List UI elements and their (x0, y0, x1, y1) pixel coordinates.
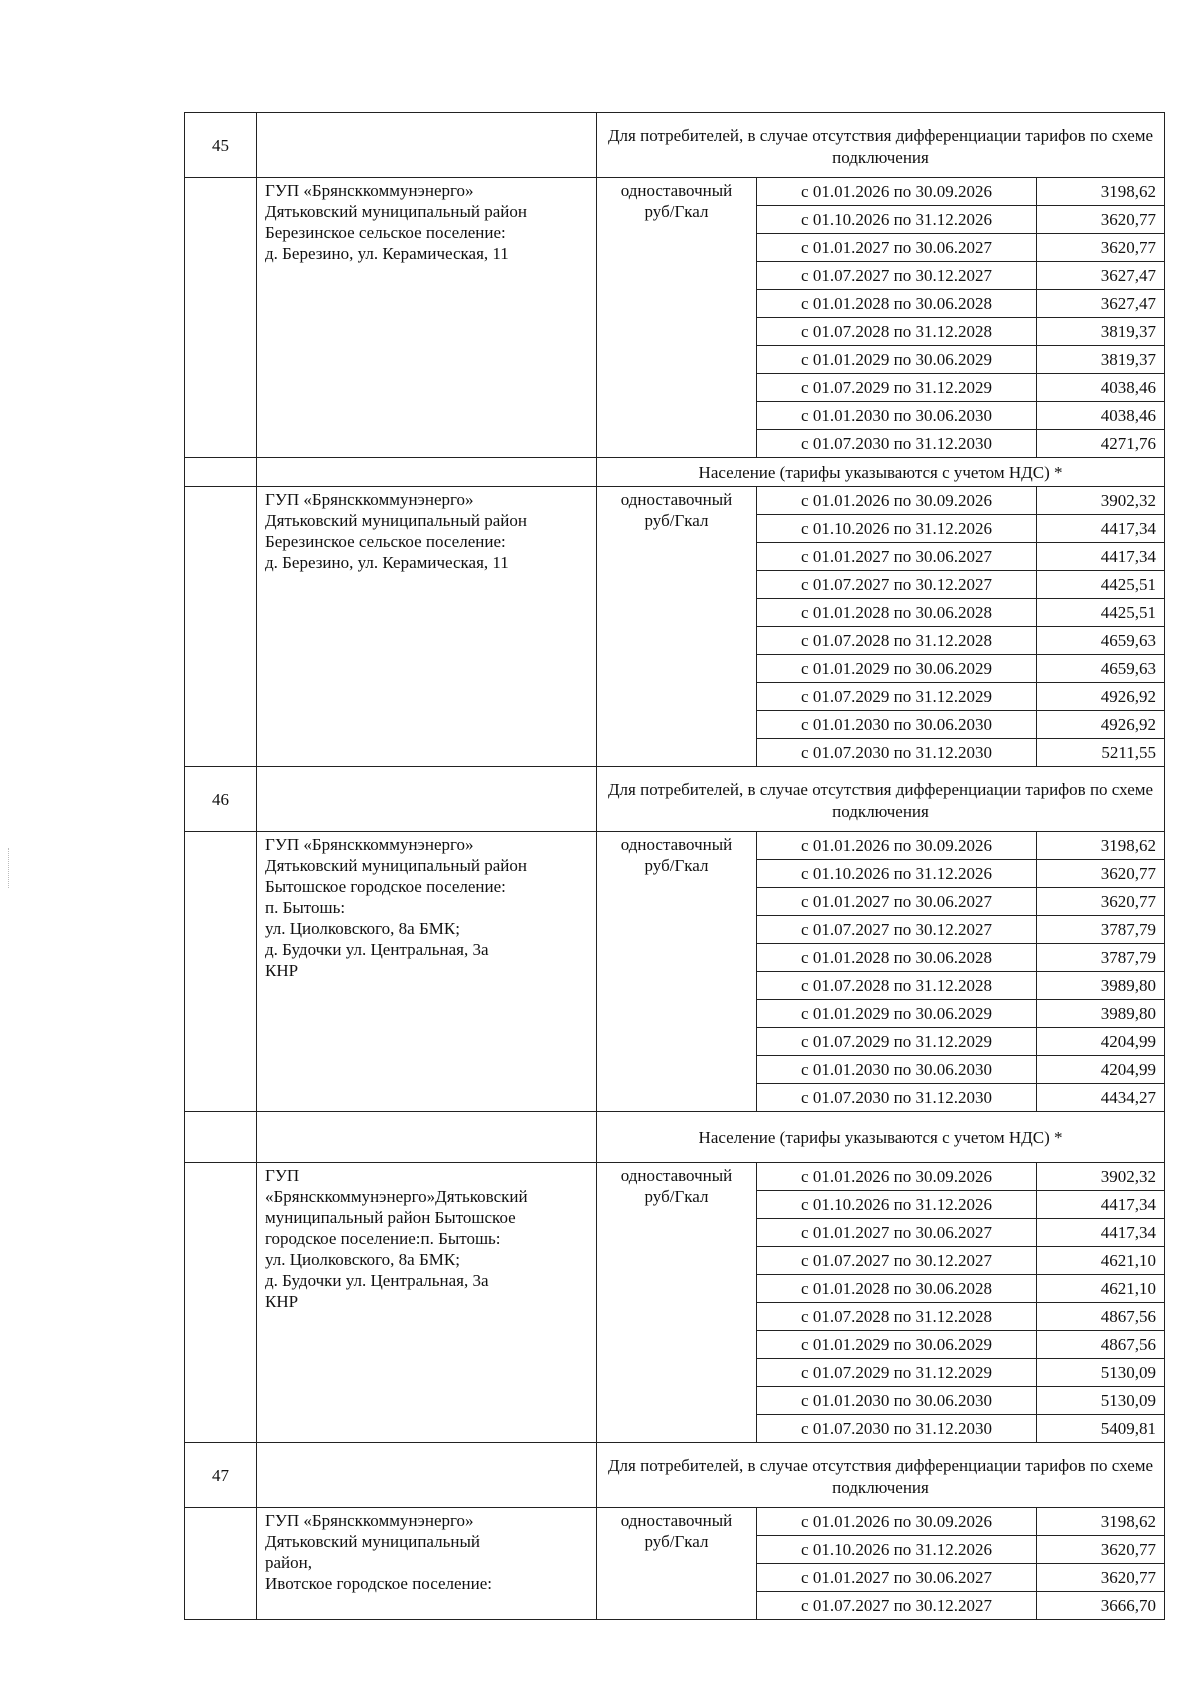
tariff-type-line: руб/Гкал (644, 856, 709, 875)
empty-cell (185, 1112, 257, 1163)
period-cell: с 01.01.2030 по 30.06.2030 (757, 1387, 1037, 1415)
organization-line: ул. Циолковского, 8а БМК; (265, 1250, 460, 1269)
block-header-row (185, 1443, 1165, 1508)
tariff-row (185, 832, 1165, 860)
period-cell: с 01.01.2030 по 30.06.2030 (757, 711, 1037, 739)
block-header-row (185, 113, 1165, 178)
row-number: 47 (185, 1443, 257, 1508)
organization-line: городское поселение:п. Бытошь: (265, 1229, 501, 1248)
empty-cell (257, 113, 597, 178)
tariff-type-line: одноставочный (620, 490, 733, 509)
tariff-value-cell: 4659,63 (1037, 655, 1165, 683)
organization-line: Дятьковский муниципальный (265, 1532, 480, 1551)
tariff-value-cell: 4867,56 (1037, 1331, 1165, 1359)
margin-mark (8, 848, 13, 888)
row-number: 45 (185, 113, 257, 178)
organization-line: Дятьковский муниципальный район (265, 511, 527, 530)
organization-line: ГУП «Брянсккоммунэнерго» (265, 490, 474, 509)
organization-line: КНР (265, 961, 299, 980)
population-header-row (185, 458, 1165, 487)
tariff-value-cell: 4038,46 (1037, 374, 1165, 402)
period-cell: с 01.01.2028 по 30.06.2028 (757, 599, 1037, 627)
block-header-row (185, 767, 1165, 832)
tariff-value-cell: 5130,09 (1037, 1387, 1165, 1415)
empty-cell (257, 1112, 597, 1163)
tariff-value-cell: 4417,34 (1037, 1219, 1165, 1247)
tariff-value-cell: 3666,70 (1037, 1592, 1165, 1620)
organization-cell (257, 1163, 597, 1443)
tariff-value-cell: 3819,37 (1037, 318, 1165, 346)
tariff-type-line: одноставочный (620, 835, 733, 854)
tariff-value-cell: 4867,56 (1037, 1303, 1165, 1331)
empty-cell (257, 458, 597, 487)
tariff-value-cell: 4271,76 (1037, 430, 1165, 458)
organization-line: ГУП «Брянсккоммунэнерго» (265, 181, 474, 200)
period-cell: с 01.07.2029 по 31.12.2029 (757, 683, 1037, 711)
period-cell: с 01.07.2027 по 30.12.2027 (757, 916, 1037, 944)
tariff-value-cell: 3198,62 (1037, 1508, 1165, 1536)
row-number: 46 (185, 767, 257, 832)
tariff-value-cell: 4659,63 (1037, 627, 1165, 655)
tariff-value-cell: 3198,62 (1037, 178, 1165, 206)
tariff-value-cell: 4926,92 (1037, 683, 1165, 711)
tariff-value-cell: 3787,79 (1037, 944, 1165, 972)
period-cell: с 01.07.2030 по 31.12.2030 (757, 739, 1037, 767)
empty-cell (257, 767, 597, 832)
tariff-table (184, 112, 1165, 1620)
period-cell: с 01.01.2030 по 30.06.2030 (757, 402, 1037, 430)
tariff-value-cell: 4425,51 (1037, 599, 1165, 627)
period-cell: с 01.01.2026 по 30.09.2026 (757, 1508, 1037, 1536)
period-cell: с 01.07.2028 по 31.12.2028 (757, 972, 1037, 1000)
period-cell: с 01.07.2029 по 31.12.2029 (757, 374, 1037, 402)
organization-line: Бытошское городское поселение: (265, 877, 506, 896)
tariff-type-cell (597, 1163, 757, 1443)
consumer-category-header: Для потребителей, в случае отсутствия дифференциации тарифов по схеме подключения (597, 767, 1165, 832)
organization-line: Березинское сельское поселение: (265, 532, 506, 551)
period-cell: с 01.01.2028 по 30.06.2028 (757, 290, 1037, 318)
tariff-value-cell: 3902,32 (1037, 1163, 1165, 1191)
tariff-value-cell: 3819,37 (1037, 346, 1165, 374)
tariff-value-cell: 4417,34 (1037, 515, 1165, 543)
period-cell: с 01.07.2027 по 30.12.2027 (757, 1247, 1037, 1275)
period-cell: с 01.01.2027 по 30.06.2027 (757, 1564, 1037, 1592)
tariff-type-line: руб/Гкал (644, 511, 709, 530)
tariff-row (185, 1163, 1165, 1191)
tariff-value-cell: 4621,10 (1037, 1247, 1165, 1275)
period-cell: с 01.10.2026 по 31.12.2026 (757, 1536, 1037, 1564)
period-cell: с 01.01.2026 по 30.09.2026 (757, 178, 1037, 206)
empty-cell (185, 487, 257, 767)
period-cell: с 01.01.2026 по 30.09.2026 (757, 487, 1037, 515)
organization-cell (257, 178, 597, 458)
organization-cell (257, 832, 597, 1112)
period-cell: с 01.01.2027 по 30.06.2027 (757, 1219, 1037, 1247)
population-section-title: Население (тарифы указываются с учетом НДС) * (597, 458, 1165, 487)
period-cell: с 01.01.2029 по 30.06.2029 (757, 655, 1037, 683)
period-cell: с 01.07.2030 по 31.12.2030 (757, 1084, 1037, 1112)
organization-line: Ивотское городское поселение: (265, 1574, 493, 1593)
period-cell: с 01.07.2027 по 30.12.2027 (757, 571, 1037, 599)
organization-line: Дятьковский муниципальный район (265, 856, 527, 875)
consumer-category-header: Для потребителей, в случае отсутствия дифференциации тарифов по схеме подключения (597, 1443, 1165, 1508)
tariff-type-line: одноставочный (620, 1511, 733, 1530)
period-cell: с 01.01.2026 по 30.09.2026 (757, 832, 1037, 860)
tariff-value-cell: 4434,27 (1037, 1084, 1165, 1112)
organization-cell (257, 1508, 597, 1620)
organization-line: муниципальный район Бытошское (265, 1208, 516, 1227)
organization-line: район, (265, 1553, 312, 1572)
empty-cell (185, 1508, 257, 1620)
population-header-row (185, 1112, 1165, 1163)
tariff-value-cell: 3787,79 (1037, 916, 1165, 944)
period-cell: с 01.01.2026 по 30.09.2026 (757, 1163, 1037, 1191)
tariff-value-cell: 3620,77 (1037, 860, 1165, 888)
tariff-type-line: одноставочный (620, 181, 733, 200)
tariff-value-cell: 3627,47 (1037, 290, 1165, 318)
organization-line: «Брянсккоммунэнерго»Дятьковский (265, 1187, 528, 1206)
organization-line: д. Будочки ул. Центральная, 3а (265, 940, 489, 959)
period-cell: с 01.07.2029 по 31.12.2029 (757, 1028, 1037, 1056)
organization-line: ГУП «Брянсккоммунэнерго» (265, 1511, 474, 1530)
tariff-value-cell: 5211,55 (1037, 739, 1165, 767)
organization-line: д. Березино, ул. Керамическая, 11 (265, 244, 509, 263)
empty-cell (185, 832, 257, 1112)
tariff-value-cell: 4038,46 (1037, 402, 1165, 430)
tariff-value-cell: 4417,34 (1037, 543, 1165, 571)
tariff-type-line: руб/Гкал (644, 202, 709, 221)
tariff-value-cell: 3620,77 (1037, 206, 1165, 234)
tariff-value-cell: 3902,32 (1037, 487, 1165, 515)
tariff-value-cell: 3627,47 (1037, 262, 1165, 290)
tariff-value-cell: 4621,10 (1037, 1275, 1165, 1303)
empty-cell (257, 1443, 597, 1508)
tariff-row (185, 178, 1165, 206)
organization-line: д. Березино, ул. Керамическая, 11 (265, 553, 509, 572)
organization-line: ГУП «Брянсккоммунэнерго» (265, 835, 474, 854)
tariff-value-cell: 3620,77 (1037, 888, 1165, 916)
tariff-type-line: руб/Гкал (644, 1187, 709, 1206)
period-cell: с 01.01.2028 по 30.06.2028 (757, 1275, 1037, 1303)
organization-line: п. Бытошь: (265, 898, 346, 917)
tariff-value-cell: 3989,80 (1037, 1000, 1165, 1028)
tariff-value-cell: 5130,09 (1037, 1359, 1165, 1387)
tariff-value-cell: 3620,77 (1037, 234, 1165, 262)
period-cell: с 01.07.2027 по 30.12.2027 (757, 1592, 1037, 1620)
tariff-type-cell (597, 832, 757, 1112)
period-cell: с 01.01.2027 по 30.06.2027 (757, 888, 1037, 916)
organization-line: КНР (265, 1292, 299, 1311)
tariff-value-cell: 4425,51 (1037, 571, 1165, 599)
tariff-type-cell (597, 487, 757, 767)
period-cell: с 01.01.2027 по 30.06.2027 (757, 543, 1037, 571)
population-section-title: Население (тарифы указываются с учетом НДС) * (597, 1112, 1165, 1163)
period-cell: с 01.07.2029 по 31.12.2029 (757, 1359, 1037, 1387)
organization-line: д. Будочки ул. Центральная, 3а (265, 1271, 489, 1290)
tariff-table-body (185, 113, 1165, 1620)
organization-line: ул. Циолковского, 8а БМК; (265, 919, 460, 938)
period-cell: с 01.10.2026 по 31.12.2026 (757, 515, 1037, 543)
tariff-type-line: руб/Гкал (644, 1532, 709, 1551)
period-cell: с 01.07.2028 по 31.12.2028 (757, 1303, 1037, 1331)
period-cell: с 01.01.2029 по 30.06.2029 (757, 1000, 1037, 1028)
tariff-value-cell: 3620,77 (1037, 1536, 1165, 1564)
organization-line: ГУП (265, 1166, 300, 1185)
period-cell: с 01.10.2026 по 31.12.2026 (757, 206, 1037, 234)
empty-cell (185, 458, 257, 487)
period-cell: с 01.10.2026 по 31.12.2026 (757, 1191, 1037, 1219)
tariff-type-line: одноставочный (620, 1166, 733, 1185)
consumer-category-header: Для потребителей, в случае отсутствия дифференциации тарифов по схеме подключения (597, 113, 1165, 178)
period-cell: с 01.07.2030 по 31.12.2030 (757, 430, 1037, 458)
tariff-value-cell: 3989,80 (1037, 972, 1165, 1000)
period-cell: с 01.01.2029 по 30.06.2029 (757, 1331, 1037, 1359)
organization-line: Дятьковский муниципальный район (265, 202, 527, 221)
period-cell: с 01.07.2028 по 31.12.2028 (757, 627, 1037, 655)
tariff-type-cell (597, 178, 757, 458)
tariff-value-cell: 4926,92 (1037, 711, 1165, 739)
tariff-value-cell: 4204,99 (1037, 1056, 1165, 1084)
period-cell: с 01.01.2030 по 30.06.2030 (757, 1056, 1037, 1084)
period-cell: с 01.01.2028 по 30.06.2028 (757, 944, 1037, 972)
tariff-value-cell: 5409,81 (1037, 1415, 1165, 1443)
tariff-type-cell (597, 1508, 757, 1620)
period-cell: с 01.07.2027 по 30.12.2027 (757, 262, 1037, 290)
tariff-value-cell: 4417,34 (1037, 1191, 1165, 1219)
tariff-row (185, 1508, 1165, 1536)
period-cell: с 01.07.2030 по 31.12.2030 (757, 1415, 1037, 1443)
empty-cell (185, 1163, 257, 1443)
period-cell: с 01.01.2029 по 30.06.2029 (757, 346, 1037, 374)
period-cell: с 01.10.2026 по 31.12.2026 (757, 860, 1037, 888)
empty-cell (185, 178, 257, 458)
organization-cell (257, 487, 597, 767)
tariff-row (185, 487, 1165, 515)
tariff-value-cell: 3620,77 (1037, 1564, 1165, 1592)
period-cell: с 01.07.2028 по 31.12.2028 (757, 318, 1037, 346)
tariff-value-cell: 4204,99 (1037, 1028, 1165, 1056)
period-cell: с 01.01.2027 по 30.06.2027 (757, 234, 1037, 262)
organization-line: Березинское сельское поселение: (265, 223, 506, 242)
tariff-value-cell: 3198,62 (1037, 832, 1165, 860)
